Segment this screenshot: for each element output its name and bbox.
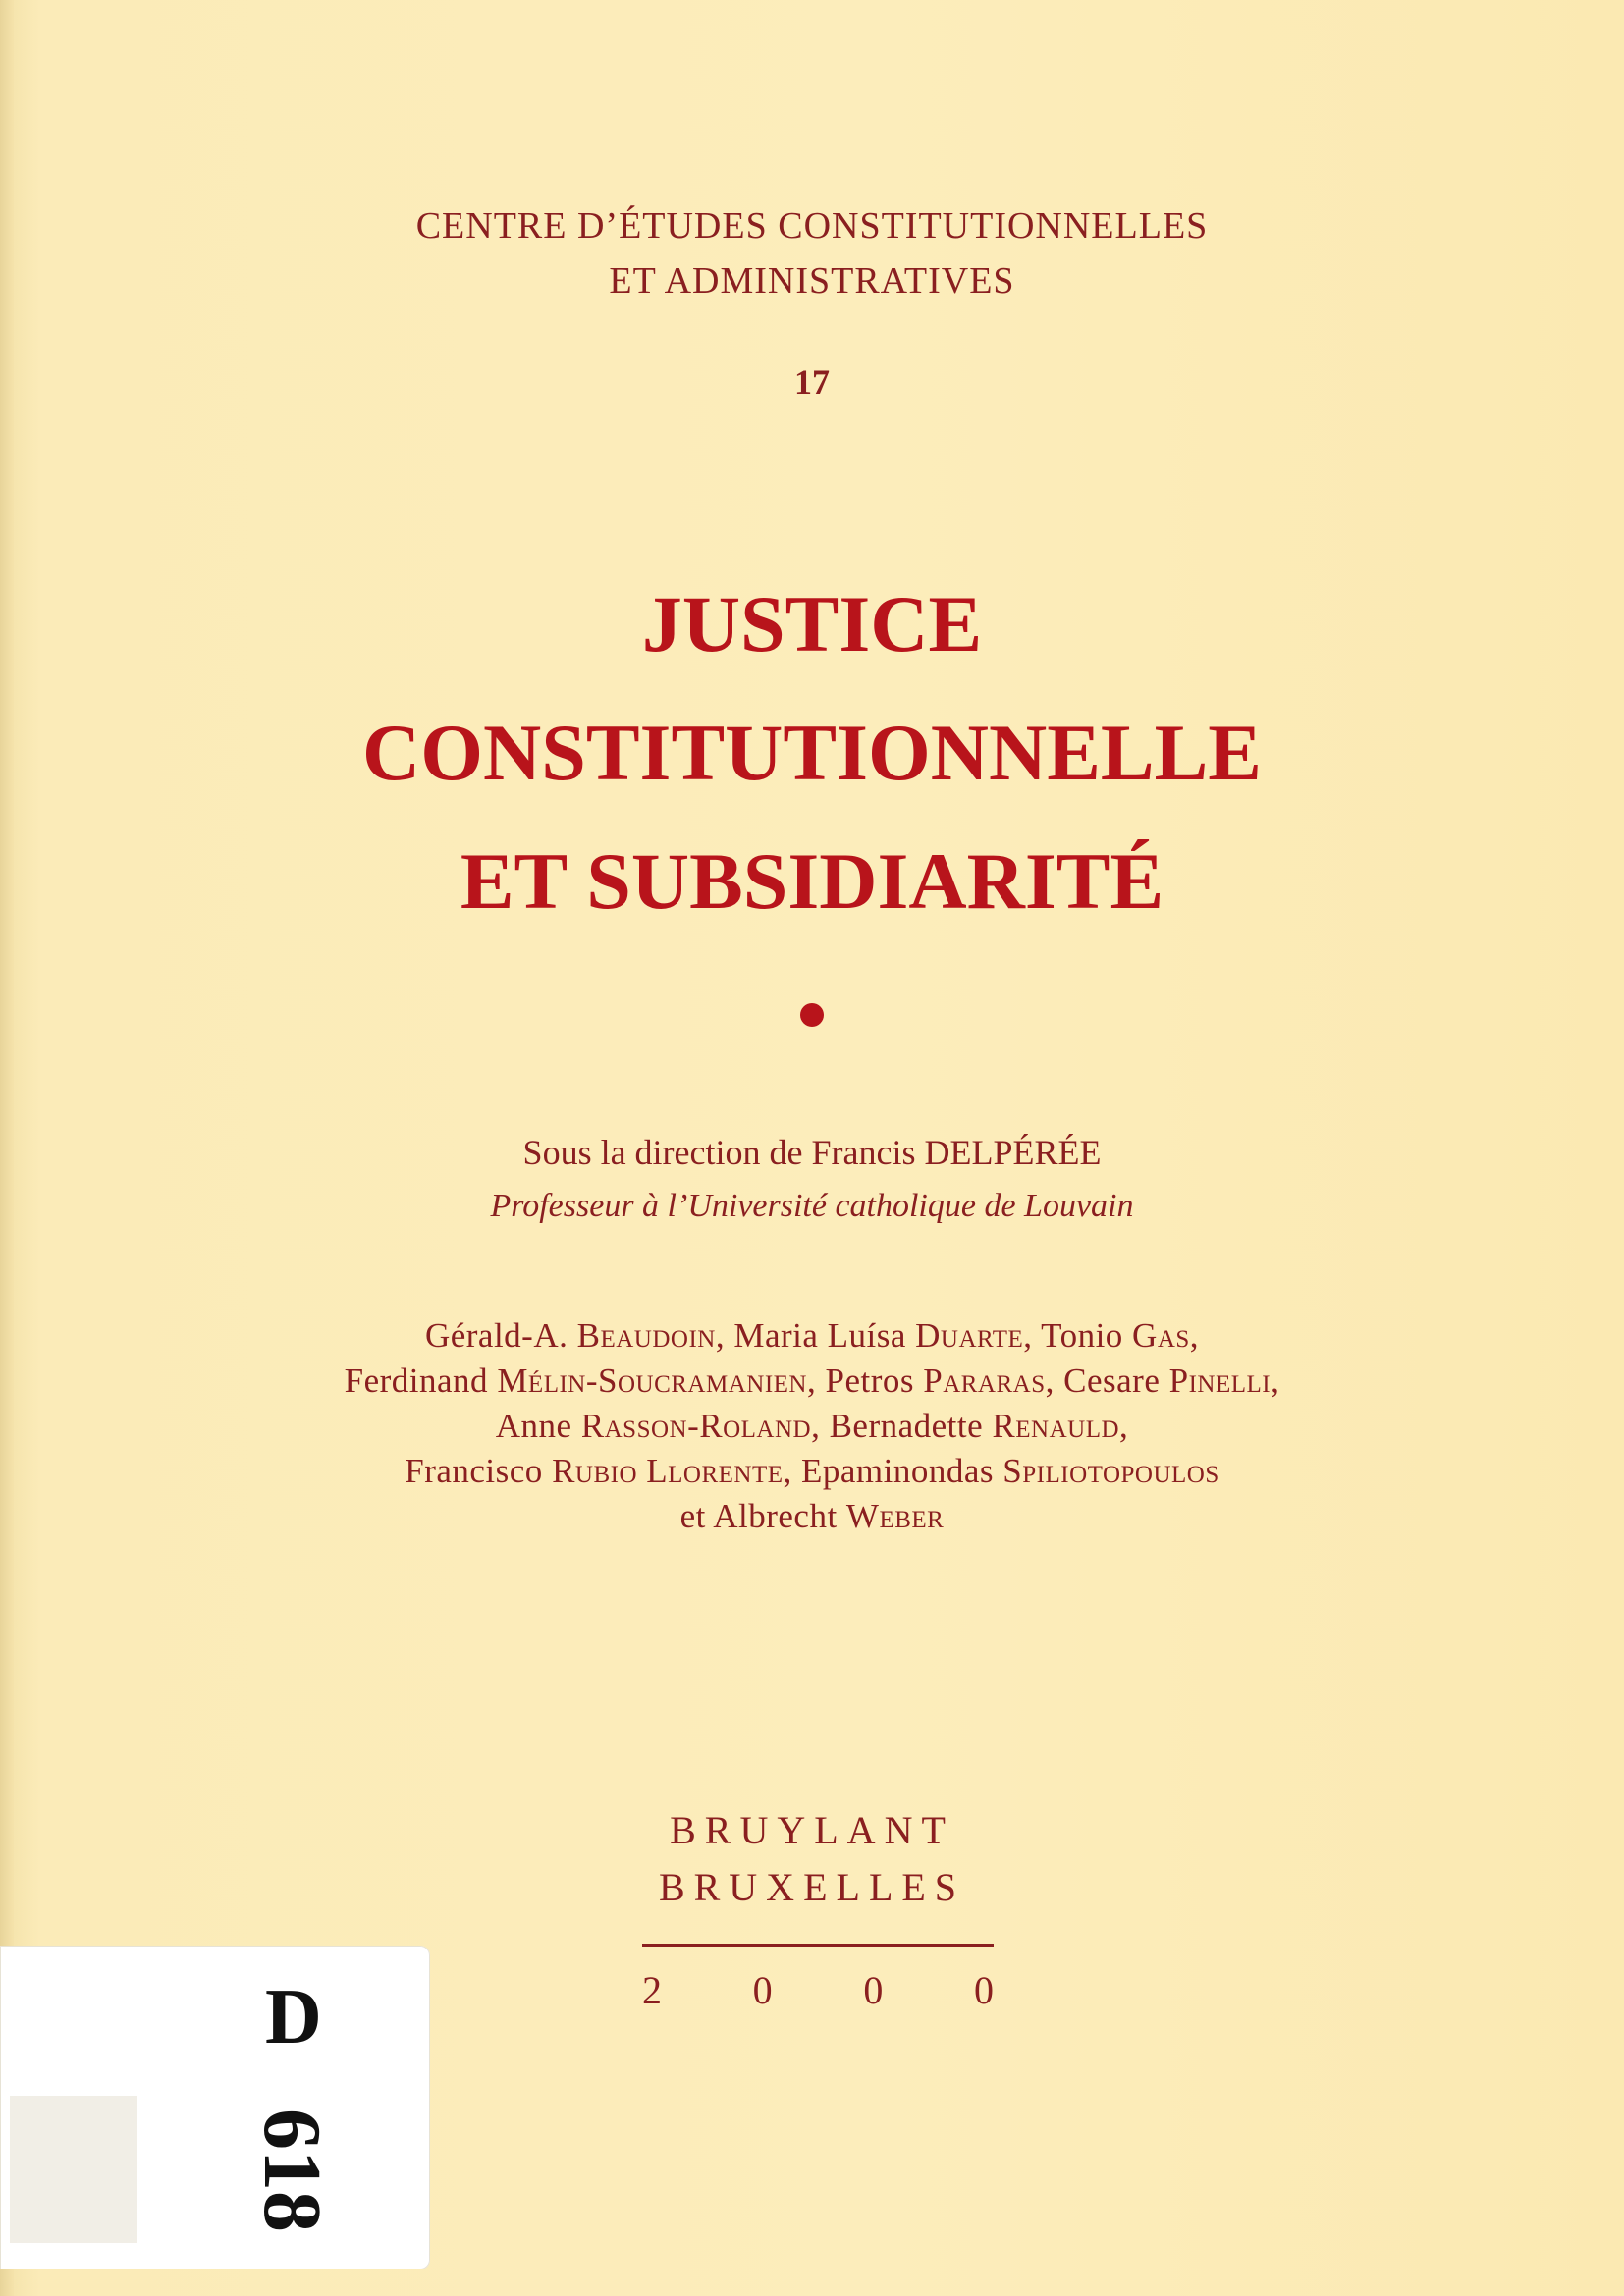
publisher-rule	[642, 1944, 994, 1947]
series-line-1: CENTRE D’ÉTUDES CONSTITUTIONNELLES	[415, 205, 1209, 246]
series-name	[0, 198, 1624, 308]
title-line-2: CONSTITUTIONNELLE	[362, 708, 1262, 797]
call-number: 618	[246, 2109, 338, 2232]
title-line-3: ET SUBSIDIARITÉ	[460, 836, 1164, 926]
series-number: 17	[794, 362, 830, 401]
book-title	[0, 560, 1624, 945]
contributors-line-1: Gérald-A. Beaudoin, Maria Luísa Duarte, Tonio Gas,	[424, 1316, 1200, 1355]
editor-affiliation: Professeur à l’Université catholique de Louvain	[490, 1188, 1134, 1224]
publisher-city: BRUXELLES	[658, 1865, 966, 1909]
year-digit-3: 0	[863, 1968, 884, 2012]
publisher-block	[0, 1802, 1624, 1916]
contributors-line-2: Ferdinand Mélin-Soucramanien, Petros Pararas, Cesare Pinelli,	[344, 1362, 1280, 1400]
series-line-2: ET ADMINISTRATIVES	[609, 260, 1015, 301]
publication-year	[642, 1967, 994, 2013]
label-shadow	[10, 2096, 137, 2243]
call-letter: D	[265, 1974, 322, 2060]
title-line-1: JUSTICE	[641, 579, 983, 668]
year-digit-2: 0	[752, 1968, 773, 2012]
contributors-list	[0, 1313, 1624, 1539]
contributors-line-3: Anne Rasson-Roland, Bernadette Renauld,	[495, 1407, 1129, 1445]
editor-line: Sous la direction de Francis DELPÉRÉE	[522, 1133, 1102, 1172]
year-digit-4: 0	[973, 1968, 994, 2012]
contributors-line-5: et Albrecht Weber	[679, 1497, 945, 1535]
contributors-line-4: Francisco Rubio Llorente, Epaminondas Spiliotopoulos	[405, 1452, 1219, 1490]
publisher-name: BRUYLANT	[670, 1808, 954, 1852]
year-digit-1: 2	[642, 1968, 662, 2012]
separator-dot	[800, 1003, 824, 1027]
